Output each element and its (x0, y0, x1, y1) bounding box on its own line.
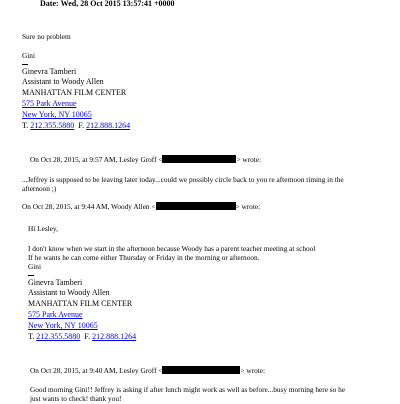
quote-header-end: > wrote: (240, 366, 266, 375)
quote-header (22, 202, 260, 212)
signature-city-link[interactable]: New York, NY 10065 (22, 110, 92, 119)
signature-name: Ginevra Tamberi (28, 278, 83, 287)
quote-line: afternoon ;) (22, 184, 57, 193)
signature-phone-line (28, 332, 136, 342)
message-line: I don't know when we start in the afternoon because Woody has a parent teacher meeting at school (28, 244, 316, 253)
signature-street-link[interactable]: 575 Park Avenue (22, 99, 77, 108)
phone-label: T. (22, 121, 29, 130)
signature-company: MANHATTAN FILM CENTER (28, 299, 133, 308)
reply-signer: Gini (22, 51, 35, 60)
quote-header (30, 155, 261, 165)
quote-line: ...Jeffrey is supposed to be leaving later today...could we possibly circle back to you re afternoon timing in the (22, 175, 344, 184)
date-label: Date: (40, 0, 59, 8)
signature-city-link[interactable]: New York, NY 10065 (28, 321, 98, 330)
fax-label: F. (78, 121, 85, 130)
reply-body: Sure no problem (22, 32, 71, 41)
signature-divider (22, 64, 28, 65)
quote-header-text: On Oct 28, 2015, at 9:40 AM, Lesley Groff < (30, 366, 163, 375)
fax-link[interactable]: 212.888.1264 (92, 332, 137, 341)
message-greeting: Hi Lesley, (28, 224, 58, 233)
date-value: Wed, 28 Oct 2015 13:57:41 +0000 (60, 0, 175, 8)
redacted-email (162, 366, 240, 374)
phone-link[interactable]: 212.355.5880 (30, 121, 75, 130)
signature-street-link[interactable]: 575 Park Avenue (28, 310, 83, 319)
quote-line: Good morning Gini!! Jeffrey is asking if after lunch might work as well as before...busy morning here so he (30, 385, 345, 394)
signature-title: Assistant to Woody Allen (28, 288, 110, 297)
redacted-email (162, 155, 236, 163)
redacted-email (156, 202, 236, 210)
quote-header-end: > wrote: (235, 202, 261, 211)
quote-header (30, 366, 265, 376)
quote-header-end: > wrote: (236, 155, 262, 164)
fax-label: F. (84, 332, 91, 341)
message-signer: Gini (28, 262, 41, 271)
fax-link[interactable]: 212.888.1264 (86, 121, 131, 130)
signature-name: Ginevra Tamberi (22, 67, 77, 76)
quote-header-text: On Oct 28, 2015, at 9:57 AM, Lesley Groff < (30, 155, 163, 164)
message-line: If he wants he can come either Thursday or Friday in the morning or afternoon. (28, 253, 260, 262)
quote-header-text: On Oct 28, 2015, at 9:44 AM, Woody Allen < (22, 202, 156, 211)
date-header (40, 0, 175, 9)
quote-line: just wants to check! thank you! (30, 394, 122, 403)
signature-divider (28, 275, 34, 276)
phone-link[interactable]: 212.355.5880 (36, 332, 81, 341)
signature-company: MANHATTAN FILM CENTER (22, 88, 127, 97)
signature-phone-line (22, 121, 130, 131)
signature-title: Assistant to Woody Allen (22, 77, 104, 86)
phone-label: T. (28, 332, 35, 341)
